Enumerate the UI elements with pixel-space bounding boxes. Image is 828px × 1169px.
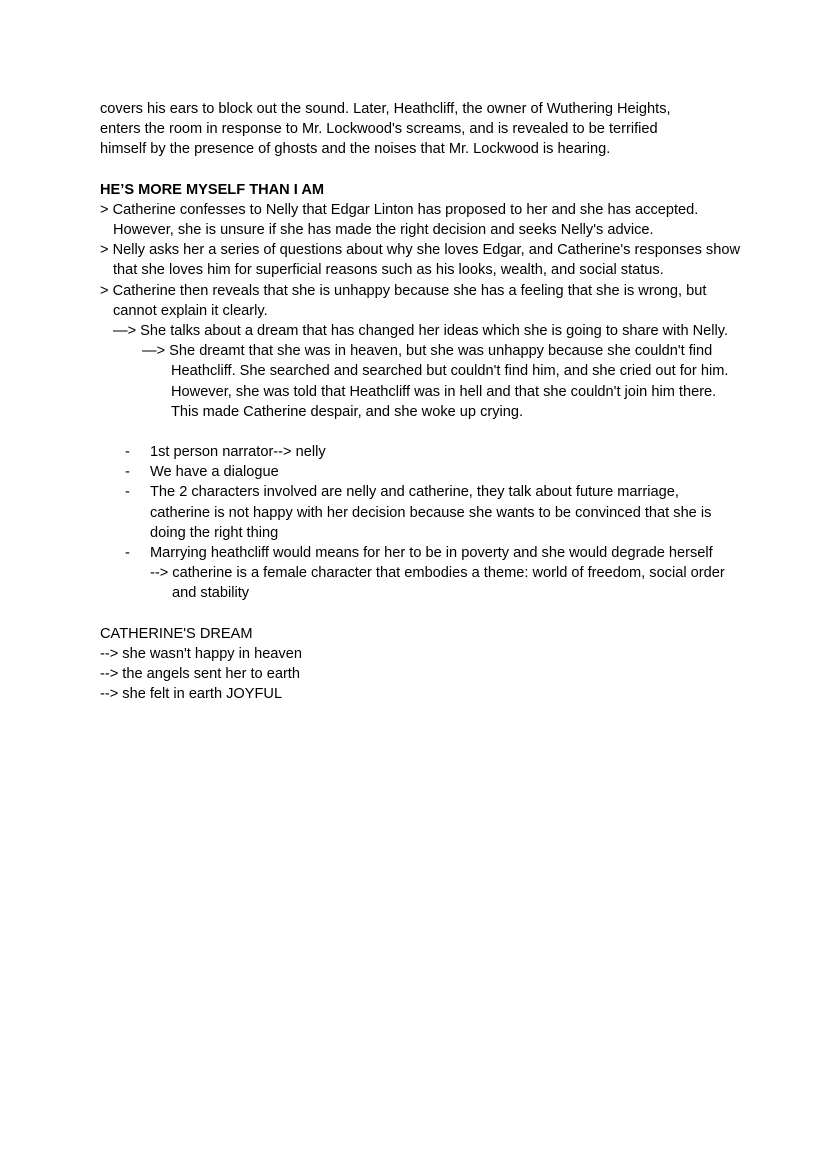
list-item-text: Marrying heathcliff would means for her to be in poverty and she would degrade herself [150,545,713,562]
list-item [125,482,740,543]
dash-marker: - [125,444,130,461]
list-sub-note: --> catherine is a female character that embodies a theme: world of freedom, social order and stability [150,565,725,602]
dash-marker: - [125,545,130,562]
dream-line: --> the angels sent her to earth [100,666,300,683]
section-item: > Nelly asks her a series of questions about why she loves Edgar, and Catherine's responses show that she loves him for superficial reasons such as his looks, wealth, and social status. [100,242,740,279]
notes-list [100,442,740,604]
section-item: > Catherine then reveals that she is unhappy because she has a feeling that she is wrong, but cannot explain it clearly. [100,282,707,319]
document-page [100,99,740,704]
section-heading: HE’S MORE MYSELF THAN I AM [100,181,325,198]
dream-line: --> she felt in earth JOYFUL [100,686,283,703]
dash-marker: - [125,484,130,501]
intro-line: himself by the presence of ghosts and the noises that Mr. Lockwood is hearing. [100,141,611,158]
section-item: > Catherine confesses to Nelly that Edgar Linton has proposed to her and she has accepted. However, she is unsure if she has made the right decision and seeks Nelly's advice. [100,201,699,239]
intro-line: enters the room in response to Mr. Lockwood's screams, and is revealed to be terrified [100,121,658,138]
section-sub-item: —> She talks about a dream that has changed her ideas which she is going to share with Nelly. [113,323,729,340]
list-item [125,442,740,462]
section-sub-sub-item: —> She dreamt that she was in heaven, but she was unhappy because she couldn't find Heathcliff. She searched and searched but couldn't find him, and she cried out for him. However, she was told that Heathcliff was in hell and that she couldn't join him there. This made Catherine despair, and she woke up crying. [142,343,729,420]
list-item-text: 1st person narrator--> nelly [150,444,326,461]
dream-title: CATHERINE'S DREAM [100,625,253,642]
intro-line: covers his ears to block out the sound. Later, Heathcliff, the owner of Wuthering Heights, [100,101,671,117]
list-item-text: We have a dialogue [150,464,279,481]
dash-marker: - [125,464,130,481]
dream-line: --> she wasn't happy in heaven [100,645,302,662]
list-item [125,543,740,563]
intro-paragraph [100,99,740,160]
dream-section [100,624,740,705]
list-item-text: The 2 characters involved are nelly and catherine, they talk about future marriage, catherine is not happy with her decision because she wants to be convinced that she is doing the right thing [150,484,712,541]
list-item [125,462,740,482]
